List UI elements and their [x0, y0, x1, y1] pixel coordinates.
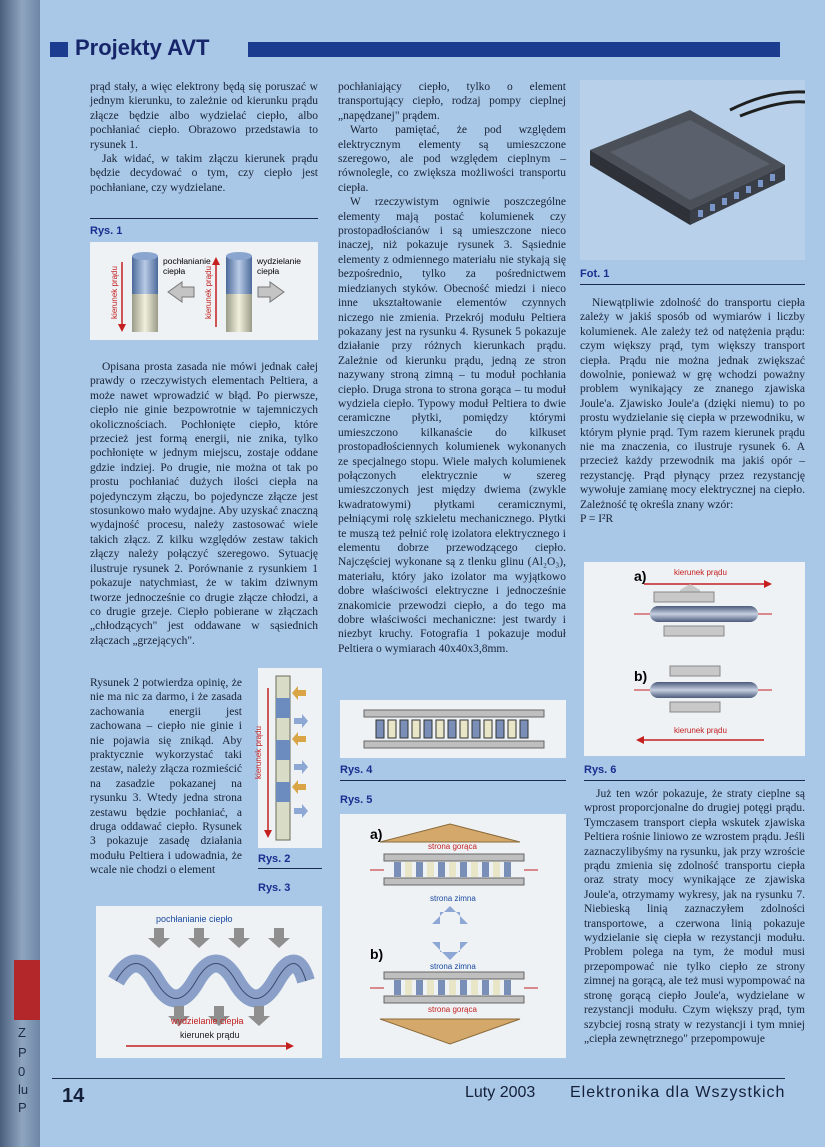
figure-4 — [340, 700, 566, 758]
fig5-cold-label: strona zimna — [430, 962, 476, 971]
figure-2 — [253, 668, 322, 848]
edge-letter: lu — [18, 1082, 29, 1097]
section-header — [50, 35, 780, 60]
fig5-hot-label: strona gorąca — [428, 1005, 477, 1014]
fig5-label-a: a) — [370, 826, 383, 842]
photo-peltier-module — [580, 80, 805, 260]
edge-letter: Z — [18, 1025, 26, 1040]
paragraph: W rzeczywistym ogniwie poszczególne elementy mają postać kolumienek czy prostopadłościanów i są umieszczone nieco inaczej, niż pokazuje rysunek 3. Sąsiednie elementy z odmiennego materiału nie stykają się bezpośrednio, tylko za pośrednictwem miedzianych styków. Obecność miedzi i nieco inne ukształtowanie elementów czynnych niczego nie zmienia. Przekrój modułu Peltiera pokazany jest na rysunku 4. Rysunek 5 pokazuje działanie przy różnych kierunkach prądu. Zależnie od kierunku prądu, jedną ze stron nazywany stroną zimną – tu moduł pochłania ciepło. Druga strona to strona gorąca – tu moduł wydziela ciepło. Typowy moduł Peltiera to dwie ceramiczne płytki, pomiędzy którymi umieszczono kilkanaście do kilkuset prostopadłościennych kolumienek wykonanych ze specjalnego stopu. Wiele małych kolumienek połączonych elektrycznie w szereg umieszczonych jest między dwiema (zwykle kwadratowymi) płytkami ceramicznymi, pełniącymi rolę szkieletu mechanicznego. Płytki te muszą też pełnić rolę izolatora elektrycznego i elementu dobrze przewodzącego ciepło. Najczęściej wykonane są z tlenku glinu (Al₂O₃), materiału, który jako izolator ma wyjątkowo dobre właściwości elektryczne i jednocześnie znakomicie przewodzi ciepło, a do tego ma dobre właściwości mechaniczne: jest twardy i niezbyt kruchy. Fotografia 1 pokazuje moduł Peltiera o wymiarach 40x40x3,8mm. — [338, 196, 566, 655]
section-title: Projekty AVT — [75, 35, 210, 60]
footer-rule — [52, 1078, 785, 1079]
fig5-cold-label: strona zimna — [430, 894, 476, 903]
paragraph: Jak widać, w takim złączu kierunek prądu będzie decydować o tym, czy ciepło jest pochłaniane, czy wydzielane. — [90, 153, 318, 194]
paragraph: pochłaniający ciepło, tylko o element transportujący ciepło, rodzaj pompy cieplnej „napędzanej" prądem. — [338, 81, 566, 122]
photo-peltier-drawing — [580, 80, 805, 260]
paragraph: Niewątpliwie zdolność do transportu ciepła zależy w jakiś sposób od wymiarów i liczby kolumienek. Ale zależy też od natężenia prądu: czym większy prąd, tym większy transport ciepła. Prądu nie można jednak zwiększać dowolnie, ponieważ w grę wchodzi poważny problem wynikający ze znanego zjawiska Joule'a. Zjawisko Joule'a (dzięki niemu) to po prostu wydzielanie się ciepła w przewodniku, w którym płynie prąd. Tym razem kierunek prądu nie ma znaczenia, co ilustruje rysunek 6. A przecież każdy przewodnik ma jakiś opór – rezystancję. Prąd płynący przez rezystancję wywołuje zamianę mocy elektrycznej na ciepło. Zależność tę określa znany wzór: — [580, 297, 805, 511]
figure-2-drawing — [258, 668, 322, 848]
figure-4-drawing — [340, 700, 566, 758]
fig6-axis-label: kierunek prądu — [674, 568, 727, 577]
fig1-axis-label: kierunek prądu — [203, 266, 213, 319]
header-square-icon — [50, 42, 68, 57]
column-1-mid — [90, 360, 318, 648]
magazine-name: Elektronika dla Wszystkich — [570, 1084, 786, 1101]
caption-rys2: Rys. 2 — [258, 853, 291, 865]
figure-1 — [90, 242, 318, 340]
fig2-axis-label: kierunek prądu — [253, 726, 263, 779]
fig6-label-a: a) — [634, 568, 647, 584]
formula: P = I²R — [580, 513, 614, 526]
divider — [90, 218, 318, 219]
caption-rys5: Rys. 5 — [340, 794, 373, 806]
paragraph: Już ten wzór pokazuje, że straty cieplne są wprost proporcjonalne do drugiej potęgi prądu. Tymczasem transport ciepła wskutek zjawiska Peltiera rośnie liniowo ze wzrostem prądu. Jeśli zaznaczylibyśmy na rysunku, jak przy wzroście prądu zmienia się zdolność transportu ciepła oraz straty mocy wynikające ze zjawiska Joule'a, otrzymamy wykresy, jak na rysunku 7. Niebieską linią zaznaczyłem zdolności transportowe, a czerwona linią pokazuje wydzielanie się ciepła w rezystancji modułu. Problem polega na tym, że moduł musi przepompować nie tylko ciepło ze strony zimnej na gorącą, ale też musi wypompować na stronę gorącą ciepło Joule'a, wydzielane w rezystancji modułu. Czym większy prąd, tym szybciej rosną straty w rezystancji i tym mniej „ciepła zewnętrznego" przepompowuje — [584, 788, 805, 1045]
issue-date: Luty 2003 — [465, 1084, 536, 1101]
adjacent-page-red-block — [14, 960, 40, 1020]
caption-rys3: Rys. 3 — [258, 882, 291, 894]
caption-fot1: Fot. 1 — [580, 268, 610, 280]
header-bar — [248, 42, 780, 57]
paragraph: prąd stały, a więc elektrony będą się poruszać w jednym kierunku, to zależnie od kierunku prądu złącze będzie albo wydzielać ciepło, albo pochłaniać ciepło. Obrazowo przedstawia to rysunek 1. — [90, 81, 318, 151]
fig3-bottom-label: wydzielanie ciepła — [171, 1016, 244, 1026]
edge-letter: P — [18, 1100, 27, 1115]
fig1-absorb-label: pochłanianie ciepła — [163, 256, 211, 276]
fig5-label-b: b) — [370, 946, 384, 962]
fig1-emit-label: wydzielanie ciepła — [257, 256, 301, 276]
fig3-top-label: pochłanianie ciepło — [156, 914, 233, 924]
paragraph: Rysunek 2 potwierdza opinię, że nie ma nic za darmo, i że zasada zachowania energii jest zachowana – ciepło nie ginie i nie pojawia się znikąd. Aby praktycznie wykorzystać taki zestaw, należy złącza rozmieścić na zasadzie pokazanej na rysunku 3. Wtedy jedna strona zestawu będzie pochłaniać, a druga oddawać ciepło. Rysunek 3 pokazuje zasadę działania modułu Peltiera i udowadnia, że wcale nie chodzi o element — [90, 677, 242, 877]
divider — [584, 780, 805, 781]
column-2 — [338, 80, 566, 656]
divider — [258, 868, 322, 869]
fig3-axis-label: kierunek prądu — [180, 1030, 240, 1040]
divider — [340, 780, 566, 781]
figure-6 — [584, 562, 805, 756]
caption-rys6: Rys. 6 — [584, 764, 617, 776]
column-1-top — [90, 80, 318, 195]
caption-rys4: Rys. 4 — [340, 764, 373, 776]
figure-3 — [96, 906, 322, 1058]
column-3-bottom — [584, 787, 805, 1046]
divider — [580, 284, 805, 285]
figure-5 — [340, 814, 566, 1058]
caption-rys1: Rys. 1 — [90, 225, 123, 237]
paragraph: Opisana prosta zasada nie mówi jednak całej prawdy o rzeczywistych elementach Peltiera, a może nawet wprowadzić w błąd. Po pierwsze, ciepło nie ginie bezpowrotnie w tajemniczych okolicznościach. Pochłonięte ciepło, które przecież jest formą energii, nie znika, tylko pochłonięte w jednym miejscu, zostaje oddane gdzie indziej. Po drugie, nie można ot tak po prostu pochłaniać dużych ilości ciepła na pojedynczym złączu, bo pojedyncze złącze jest stosunkowo mało wydajne. Aby uzyskać znaczną wydajność procesu, należy zastosować wiele takich złącz. Z kilku względów zestaw takich złączy należy połączyć szeregowo. Sytuację ilustruje rysunek 2. Porównanie z rysunkiem 1 pokazuje natychmiast, że w takim dziwnym tworze jednocześnie co drugie złącze chłodzi, a co drugie grzeje. Ciepło pobierane w złączach „chłodzących" jest oddawane w sąsiednich złączach „grzejących". — [90, 361, 318, 647]
edge-letter: P — [18, 1045, 27, 1060]
column-1-narrow — [90, 676, 242, 878]
fig5-hot-label: strona gorąca — [428, 842, 477, 851]
page-number: 14 — [62, 1085, 85, 1107]
column-3-top — [580, 296, 805, 527]
paragraph: Warto pamiętać, że pod względem elektrycznym elementy są umieszczone szeregowo, ale pod względem cieplnym – równolegle, co zwiększa możliwości transportu ciepła. — [338, 124, 566, 194]
edge-letter: 0 — [18, 1064, 26, 1079]
fig6-axis-label: kierunek prądu — [674, 726, 727, 735]
fig1-axis-label: kierunek prądu — [109, 266, 119, 319]
fig6-label-b: b) — [634, 668, 648, 684]
